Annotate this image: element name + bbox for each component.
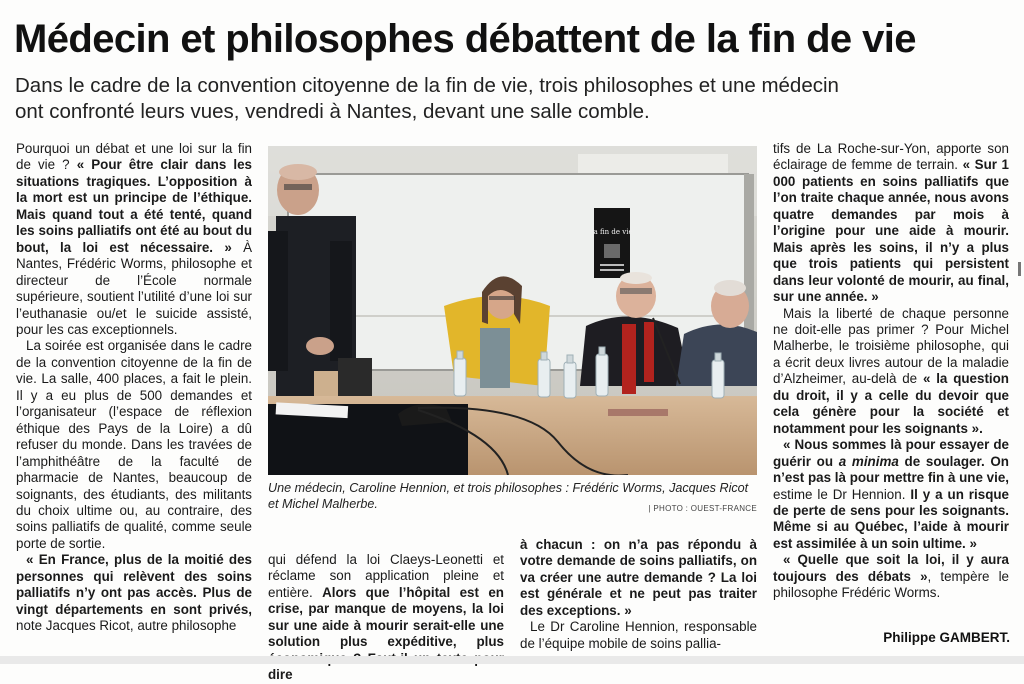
photo-caption: Une médecin, Caroline Hennion, et trois philosophes : Frédéric Worms, Jacques Ricot et Michel Malherbe. [268, 481, 749, 511]
event-poster [591, 208, 632, 278]
page-bottom-edge [0, 656, 1024, 664]
text-run: , tempère le philosophe Frédéric Worms. [773, 568, 1009, 601]
quote: à chacun : on n’a pas répondu à votre demande de soins palliatifs, on va créer une autre demande ? La loi est générale et ne peut pas traiter des exceptions. » [520, 537, 757, 618]
quote: « la question du droit, il y a celle du devoir que cela génère pour la société et notamment pour les soignants ». [773, 371, 1009, 436]
poster-title: la fin de vie [591, 228, 633, 236]
quote: « Quelle que soit la loi, il y aura toujours des débats » [773, 552, 1009, 584]
quote: « Pour être clair dans les situations tragiques. L’opposition à la mort est un principe de l’éthique. Mais quand tout a été tenté, quand les soins palliatifs ont été au bout du bout, la loi est nécessaire. » [16, 157, 252, 255]
text-run: « Nous sommes là pour essayer de guérir ou [773, 437, 1009, 469]
text-run: Mais la liberté de chaque personne ne doit-elle pas primer ? Pour Michel Malherbe, le troisième philosophe, qui a écrit deux livres autour de la maladie d’Alzheimer, au-delà de [773, 305, 1009, 387]
quote: Alors que l’hôpital est en crise, par manque de moyens, la loi sur une aide à mourir serait-elle une solution plus expéditive, plus dire [268, 584, 504, 683]
paragraph [16, 552, 252, 634]
paragraph [773, 141, 1009, 306]
article-photo [268, 146, 757, 475]
conference-photo [268, 146, 757, 475]
paragraph [773, 437, 1009, 552]
quote: « En France, plus de la moitié des personnes qui relèvent des soins palliatifs n’y ont pas accès. Plus de vingt départements en sont privés, [16, 552, 252, 617]
text-run: note Jacques Ricot, autre philosophe [16, 618, 237, 634]
text-run: de soulager. On n’est pas là pour mettre fin à une vie, [773, 453, 1009, 486]
text-run: estime le Dr Hennion. [773, 486, 911, 502]
quote [773, 437, 1009, 485]
paragraph [520, 537, 757, 619]
article-column-4 [773, 141, 1009, 602]
article-standfirst [15, 73, 1015, 125]
article-headline: Médecin et philosophes débattent de la fin de vie [14, 17, 916, 61]
paragraph [16, 141, 252, 338]
quote: Il y a un risque de perte de sens pour les soignants. Même si au Québec, l’aide à mourir est assimilée à un soin ultime. » [773, 486, 1009, 551]
paragraph [773, 306, 1009, 438]
text-run: tifs de La Roche-sur-Yon, apporte son éclairage de femme de terrain. [773, 141, 1009, 173]
text-run: Pourquoi un débat et une loi sur la fin de vie ? [16, 141, 252, 173]
text-run: À Nantes, Frédéric Worms, philosophe et directeur de l’École normale supérieure, soutient l’utilité d’une loi sur l’euthanasie ou/et le suicide assisté, pour les cas exceptionnels. [16, 239, 252, 337]
paragraph: La soirée est organisée dans le cadre de la convention citoyenne de la fin de vie. La salle, 400 places, a fait le plein. Il y a eu plus de 500 demandes et l’organisateur (l’espace de réflexion éthique des Pays de la Loire) a dû refuser du monde. Dans les travées de l’amphithéâtre de la faculté de pharmacie de Nantes, beaucoup de soignants, des étudiants, des militants du choix ultime ou, au contraire, des soins palliatifs de qualité, comme seule porte de sortie. [16, 338, 252, 551]
photo-credit: | PHOTO : OUEST-FRANCE [648, 504, 757, 513]
standfirst-line-1: Dans le cadre de la convention citoyenne de la fin de vie, trois philosophes et une médecin [15, 74, 839, 97]
text-run: qui défend la loi Claeys-Leonetti et réclame son application pleine et entière. [268, 552, 504, 600]
author-signature: Philippe GAMBERT. [883, 630, 1010, 645]
quote: « Sur 1 000 patients en soins palliatifs que l’on traite chaque année, nous avons quatre demandes par mois à l’origine pour une aide à mourir. Mais après les soins, il n’y a plus que trois patients qui persistent dans leur volonté de mourir, au final, sur une année. » [773, 157, 1009, 305]
standfirst-line-2: ont confronté leurs vues, vendredi à Nantes, devant une salle comble. [15, 100, 650, 123]
paragraph [773, 552, 1009, 601]
article-column-1 [16, 141, 252, 635]
article-column-3 [520, 537, 757, 652]
emphasis: a minima [838, 453, 899, 469]
paragraph: Le Dr Caroline Hennion, responsable de l’équipe mobile de soins pallia- [520, 619, 757, 651]
page-edge-mark [1018, 262, 1021, 276]
